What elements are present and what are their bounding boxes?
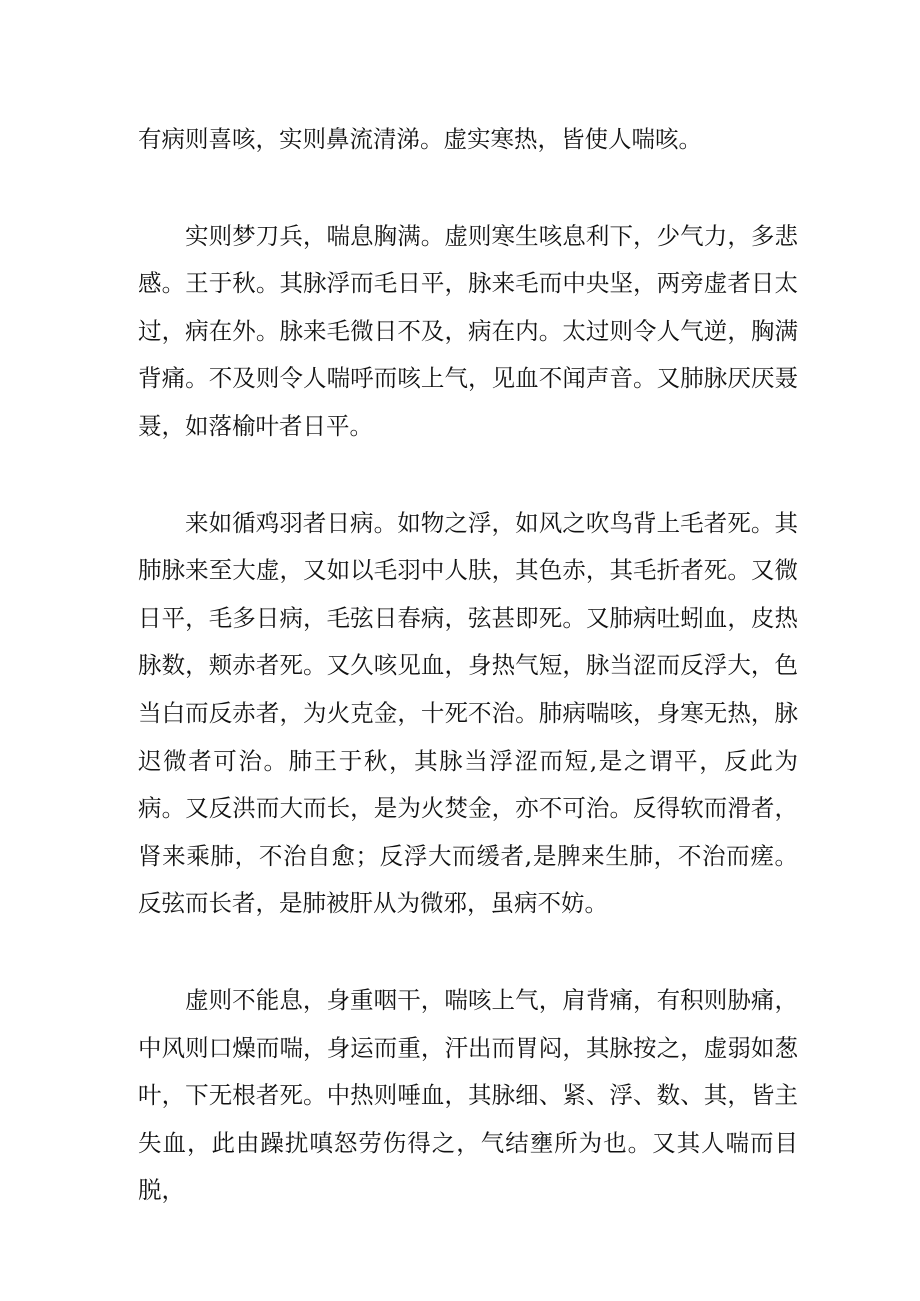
document-body xyxy=(138,116,798,1215)
paragraph-1: 有病则喜咳，实则鼻流清涕。虚实寒热，皆使人喘咳。 xyxy=(138,125,702,153)
paragraph-2: 实则梦刀兵，喘息胸满。虚则寒生咳息利下，少气力，多悲感。王于秋。其脉浮而毛日平，脉来毛而中央坚，两旁虚者日太过，病在外。脉来毛微日不及，病在内。太过则令人气逆，胸满背痛。不及则令人喘呼而咳上气，见血不闻声音。又肺脉厌厌聂聂，如落榆叶者日平。 xyxy=(138,221,798,440)
paragraph-3: 来如循鸡羽者日病。如物之浮，如风之吹鸟背上毛者死。其肺脉来至大虚，又如以毛羽中人肤，其色赤，其毛折者死。又微日平，毛多日病，毛弦日春病，弦甚即死。又肺病吐蚓血，皮热脉数，颊赤者死。又久咳见血，身热气短，脉当涩而反浮大，色当白而反赤者，为火克金，十死不治。肺病喘咳，身寒无热，脉迟微者可治。肺王于秋，其脉当浮涩而短,是之谓平，反此为病。又反洪而大而长，是为火焚金，亦不可治。反得软而滑者，肾来乘肺，不治自愈；反浮大而缓者,是脾来生肺，不治而瘥。反弦而长者，是肺被肝从为微邪，虽病不妨。 xyxy=(138,508,798,918)
paragraph-4: 虚则不能息，身重咽干，喘咳上气，肩背痛，有积则胁痛，中风则口燥而喘，身运而重，汗出而胃闷，其脉按之，虚弱如葱叶，下无根者死。中热则唾血，其脉细、紧、浮、数、其，皆主失血，此由躁扰嗔怒劳伤得之，气结壅所为也。又其人喘而目脱， xyxy=(138,985,798,1205)
